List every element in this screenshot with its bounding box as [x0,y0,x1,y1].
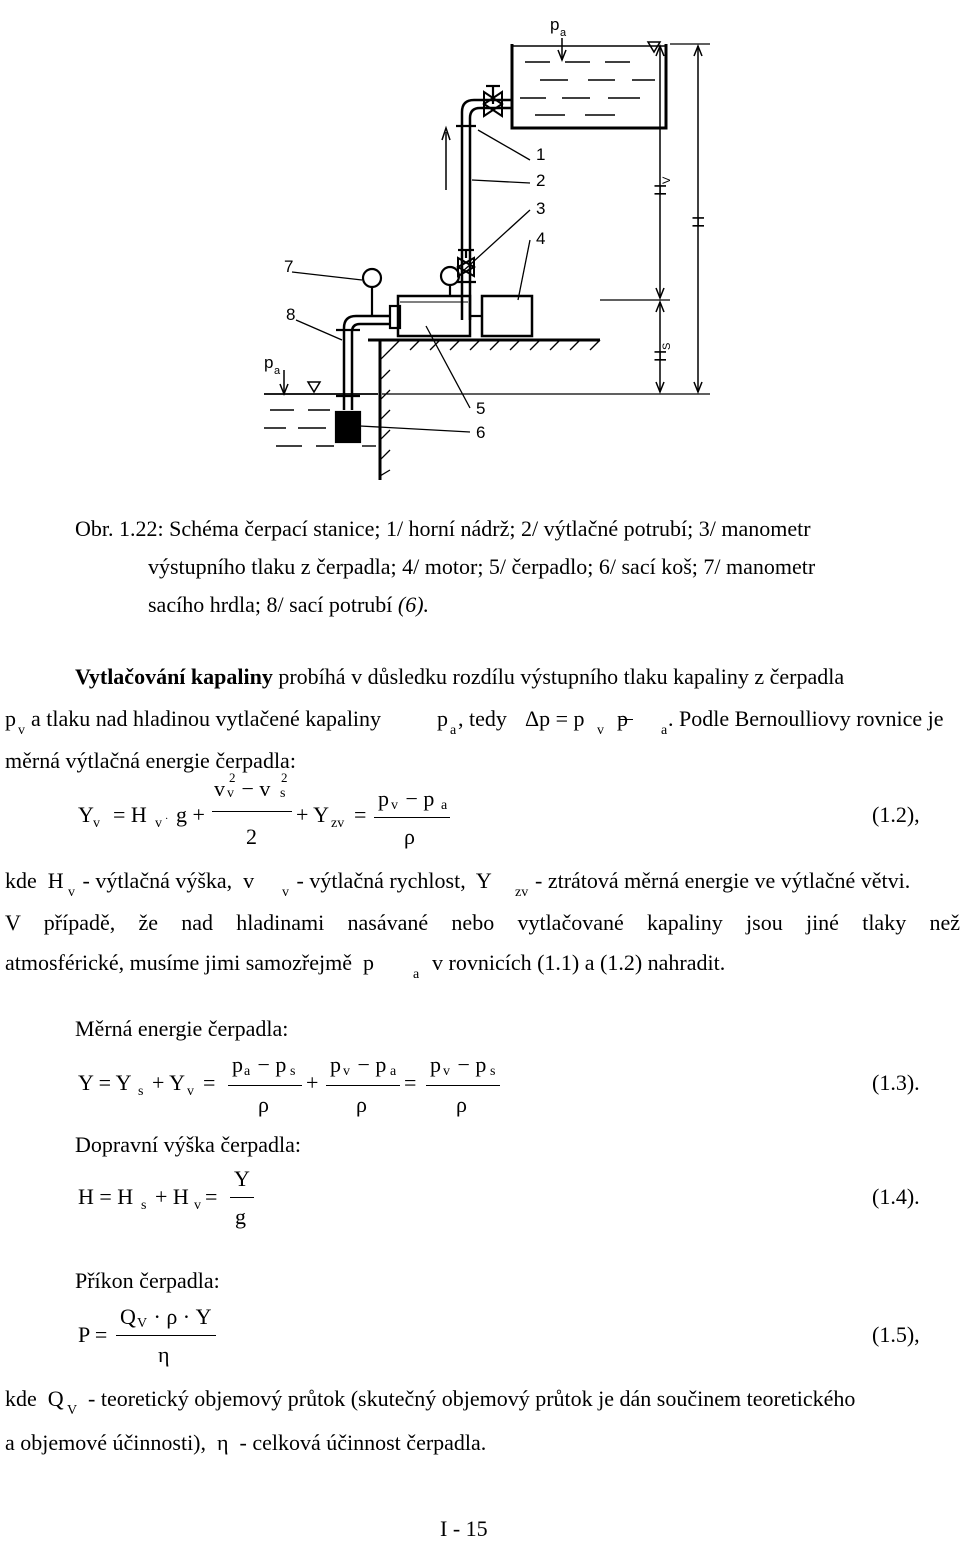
para2-line3a: atmosférické, musíme jimi samozřejmě p [5,950,375,975]
eq13-f3n: p [430,1052,441,1077]
eq12-num-sub2: s [280,786,286,801]
eq13-lhs: Y = Y [78,1070,132,1095]
eq14-s1: s [141,1198,147,1213]
tedy-text: , tedy [458,706,507,731]
eq15-lhs: P = [78,1322,108,1347]
eq12-num-mid: − v [236,776,271,801]
eq14-v1: v [194,1198,201,1213]
eq12-num-sup2: 2 [281,770,288,785]
label-1: 1 [536,145,546,164]
eq13-bar-1 [228,1085,302,1086]
eq14-eq: = [205,1184,218,1209]
para2-line1 [5,868,960,898]
para2-t1: - výtlačná výška, v [77,868,255,893]
eq12-dot: · [165,814,169,825]
para1-bold: Vytlačování kapaliny [75,664,273,689]
eq13-plus: + Y [152,1070,185,1095]
eq13-f3n-s2: s [490,1064,496,1079]
para3-l2a: a objemové účinnosti), η [5,1430,229,1455]
label-hv-sub: V [661,176,673,184]
eq12-pnum-sub2: a [441,798,448,813]
eq13-f2n-s1: v [343,1064,350,1079]
page-number: I - 15 [440,1516,488,1541]
label-hs-sub: S [661,342,673,350]
eq13-f3n-m: − p [452,1052,487,1077]
eq13-f1n-m: − p [252,1052,287,1077]
pa-sub: a [450,723,457,738]
para2-t2-sub: zv [515,885,529,900]
eq12-g: g + [176,802,205,827]
eq12-num-v: v [214,776,225,801]
eq13-rho-2: ρ [356,1092,367,1117]
label-pa-top: p [550,15,560,34]
eq14-bar [230,1197,254,1198]
eq13-bar-2 [326,1085,400,1086]
para2-kde: kde H [5,868,64,893]
eq12-pnum: p [378,786,389,811]
para1-line3: měrná výtlačná energie čerpadla: [5,748,296,773]
caption-line-1: Obr. 1.22: Schéma čerpací stanice; 1/ horní nádrž; 2/ výtlačné potrubí; 3/ manometr [75,516,811,541]
eq12-Yv-sub: v [93,816,100,831]
eq14-plus: + H [155,1184,189,1209]
eq13-rho-3: ρ [456,1092,467,1117]
eq13-f2n-s2: a [390,1064,397,1079]
eq12-plusY: + Y [296,802,329,827]
para1-line2 [5,706,960,740]
pump-station-diagram [250,0,720,490]
eq12-Y: Y [78,802,94,827]
para2-line3 [5,950,960,980]
para1-mid: a tlaku nad hladinou vytlačené kapaliny [31,706,382,731]
para3-l2b: - celková účinnost čerpadla. [228,1430,487,1455]
eq15-num-sub: V [137,1316,148,1331]
para2-t1-sub: v [282,885,289,900]
para3-line1 [5,1386,960,1416]
equation-1-2 [0,770,960,856]
eq13-number: (1.3). [872,1070,920,1095]
podle-text: . Podle Bernoulliovy rovnice je [668,706,944,731]
label-pa-top-sub: a [560,27,567,39]
eq15-number: (1.5), [872,1322,920,1347]
para3-l1b: - teoretický objemový průtok (skutečný objemový průtok je dán součinem teoretického [77,1386,856,1411]
eq14-label: Dopravní výška čerpadla: [75,1132,302,1157]
caption-line-3b: (6). [397,592,430,617]
delta-p-mid: p [606,706,628,731]
para3-l1-sub: V [67,1403,78,1418]
equation-1-4 [0,1164,960,1234]
equation-1-3 [0,1052,960,1122]
eq14-lhs: H = H [78,1184,134,1209]
eq13-v1: v [187,1084,194,1099]
eq13-rho-1: ρ [258,1092,269,1117]
label-2: 2 [536,171,546,190]
para2-t2: - výtlačná rychlost, Y [291,868,492,893]
pv-symbol: p [5,706,16,731]
label-hv: H [651,183,670,196]
label-hs: H [651,349,670,362]
eq12-pnum-sub1: v [391,798,398,813]
eq12-fraction-bar-1 [212,811,292,812]
eq12-num-sub1: v [227,786,234,801]
label-6: 6 [476,423,486,442]
eq15-num: Q [120,1304,136,1329]
eq12-zv-sub: zv [331,816,345,831]
label-8: 8 [286,305,296,324]
label-pa-left: p [264,353,274,372]
label-5: 5 [476,399,486,418]
eq15-den: η [158,1342,170,1367]
minus-sign [619,719,633,720]
eq14-number: (1.4). [872,1184,920,1209]
label-4: 4 [536,229,546,248]
eq13-bar-3 [426,1085,500,1086]
caption-line-3 [148,592,429,618]
delta-p-sub2: a [661,723,668,738]
para3-l1a: kde Q [5,1386,64,1411]
delta-p-sub1: v [597,723,604,738]
eq13-f1n-s1: a [244,1064,251,1079]
caption-line-3a: sacího hrdla; 8/ sací potrubí [148,592,398,617]
eq15-num-rest: · ρ · Y [148,1304,212,1329]
para1-line1 [75,664,844,690]
eq13-eq2: = [404,1070,417,1095]
para2-line3-sub: a [413,967,420,982]
eq15-bar [116,1335,216,1336]
eq13-f2n: p [330,1052,341,1077]
eq12-num-sup1: 2 [229,770,236,785]
label-7: 7 [284,257,294,276]
eq13-f3n-s1: v [443,1064,450,1079]
eq12-eqH: = H [113,802,147,827]
eq12-pden: ρ [404,824,415,849]
eq13-f1n-s2: s [290,1064,296,1079]
eq13-eq: = [203,1070,216,1095]
eq12-number: (1.2), [872,802,920,827]
para2-line2: V případě, že nad hladinami nasávané nebo vytlačované kapaliny jsou jiné tlaky než [5,910,960,935]
label-3: 3 [536,199,546,218]
eq13-f1n: p [232,1052,243,1077]
eq12-fraction-bar-2 [374,817,450,818]
eq13-s1: s [138,1084,144,1099]
eq13-label: Měrná energie čerpadla: [75,1016,289,1041]
para2-t3: - ztrátová měrná energie ve výtlačné větvi. [535,868,911,893]
eq15-label: Příkon čerpadla: [75,1268,220,1293]
eq13-plus2: + [306,1070,319,1095]
eq12-eq: = [354,802,367,827]
label-h: H [689,215,708,228]
para2-kde-sub: v [68,885,75,900]
eq12-Hv-sub: v [155,816,162,831]
eq12-pnum-mid: − p [400,786,435,811]
eq14-den: g [235,1204,246,1229]
eq12-den: 2 [246,824,257,849]
eq14-num: Y [234,1166,250,1191]
para1-rest: probíhá v důsledku rozdílu výstupního tlaku kapaliny z čerpadla [272,664,845,689]
caption-line-2: výstupního tlaku z čerpadla; 4/ motor; 5/ čerpadlo; 6/ sací koš; 7/ manometr [148,554,816,579]
para3-line2 [5,1430,486,1456]
pa-symbol: p [437,706,448,731]
label-pa-left-sub: a [274,365,281,377]
delta-p: Δp = p [525,706,585,731]
para2-line3b: v rovnicích (1.1) a (1.2) nahradit. [421,950,726,975]
equation-1-5 [0,1302,960,1374]
pv-sub: v [18,723,25,738]
eq13-f2n-m: − p [352,1052,387,1077]
